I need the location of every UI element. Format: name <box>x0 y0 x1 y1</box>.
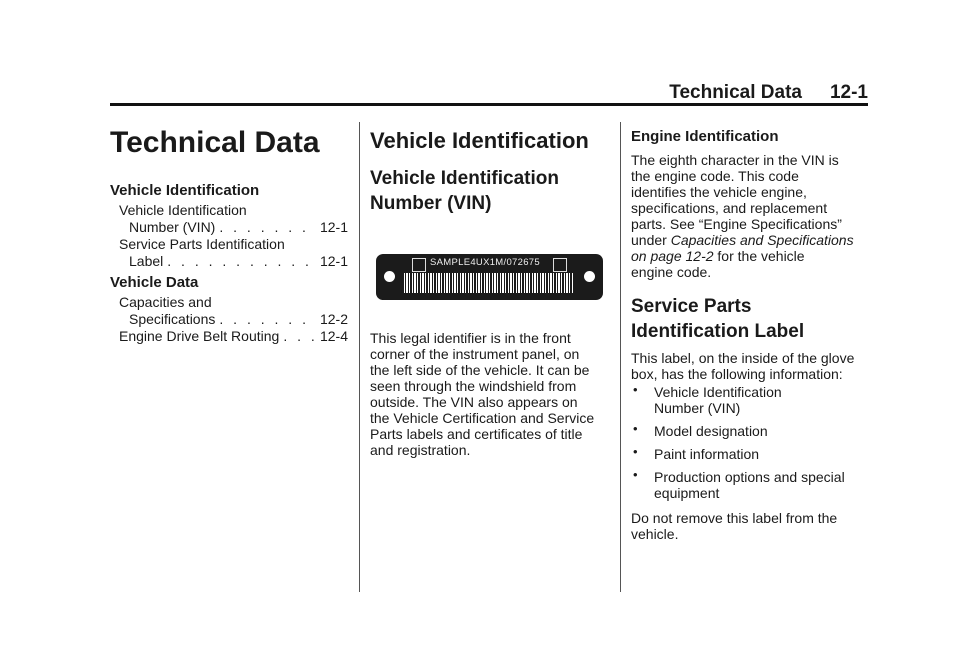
label-intro-text: This label, on the inside of the glove box, has the following information: <box>631 350 855 382</box>
toc-entry-line: Capacities and <box>119 294 212 310</box>
column-divider <box>620 122 621 592</box>
bullet-icon: • <box>633 382 638 397</box>
vin-plate-text: SAMPLE4UX1M/072675 <box>430 257 540 268</box>
bullet-icon: • <box>633 421 638 436</box>
list-item: • Production options and special equipment <box>633 467 845 501</box>
toc-page-ref: 12-1 <box>319 253 348 269</box>
toc-page-ref: 12-2 <box>319 311 348 327</box>
running-head-title: Technical Data <box>669 82 802 103</box>
registration-mark-icon <box>553 258 567 272</box>
engine-identification-text: The eighth character in the VIN is the engine code. This code identifies the vehicle engine, specifications, and replacement parts. See “Engine Specifications” under Capacities and Specifications on page 12-2 for the vehicle engine code. <box>631 152 854 280</box>
mounting-hole-icon <box>384 271 395 282</box>
header-rule <box>110 103 868 106</box>
chapter-title: Technical Data <box>110 126 320 159</box>
toc-entry-line: Vehicle Identification <box>119 202 247 218</box>
subsection-title: Vehicle Identification Number (VIN) <box>370 168 559 214</box>
dot-leader <box>283 328 316 345</box>
running-head <box>669 82 868 104</box>
barcode-icon <box>404 273 574 293</box>
running-head-page-number: 12-1 <box>829 82 868 103</box>
mounting-hole-icon <box>584 271 595 282</box>
list-item: • Model designation <box>633 421 768 439</box>
toc-entry-line: Number (VIN) <box>129 219 216 235</box>
toc-entry-line: Service Parts Identification <box>119 236 285 252</box>
toc-entry-line: Label <box>129 253 164 269</box>
closing-note: Do not remove this label from the vehicle. <box>631 510 838 542</box>
service-parts-label-title: Service Parts Identification Label <box>631 296 805 342</box>
label-info-list <box>631 384 866 508</box>
bullet-icon: • <box>633 444 638 459</box>
vin-description: This legal identifier is in the front corner of the instrument panel, on the left side of the vehicle. It can be seen through the windshield from outside. The VIN also appears on the Vehicle Certification and Service Parts labels and certificates of title and registration. <box>370 330 595 458</box>
list-item: • Vehicle Identification Number (VIN) <box>633 382 782 416</box>
toc-heading-vehicle-identification: Vehicle Identification <box>110 182 260 199</box>
toc-page-ref: 12-4 <box>319 328 348 344</box>
toc-entry-vin[interactable] <box>119 202 348 236</box>
cross-reference-link[interactable]: Capacities and Specifications <box>670 232 854 248</box>
dot-leader <box>219 219 316 236</box>
toc-entry-belt-routing[interactable] <box>119 328 348 345</box>
column-divider <box>359 122 360 592</box>
dot-leader <box>219 311 316 328</box>
registration-mark-icon <box>412 258 426 272</box>
toc-entry-capacities[interactable] <box>119 294 348 328</box>
cross-reference-link[interactable]: on page 12-2 <box>631 248 714 264</box>
toc-entry-line: Engine Drive Belt Routing <box>119 328 280 344</box>
toc-entry-line: Specifications <box>129 311 216 327</box>
engine-identification-heading: Engine Identification <box>631 128 779 145</box>
toc-heading-vehicle-data: Vehicle Data <box>110 274 199 291</box>
vin-plate-illustration <box>376 254 603 300</box>
dot-leader <box>167 253 316 270</box>
toc-page-ref: 12-1 <box>319 219 348 235</box>
section-title: Vehicle Identification <box>370 128 589 153</box>
bullet-icon: • <box>633 467 638 482</box>
list-item: • Paint information <box>633 444 760 462</box>
toc-entry-service-parts-label[interactable] <box>119 236 348 270</box>
